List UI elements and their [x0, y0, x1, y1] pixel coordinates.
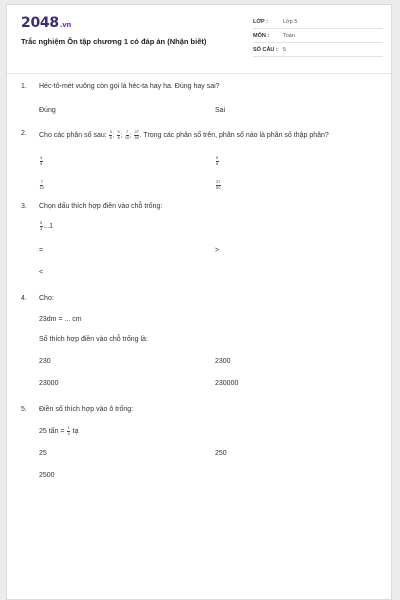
answer-option-b[interactable]: 2300	[215, 358, 231, 365]
question-number: 1.	[21, 83, 27, 90]
question-text: Cho các phân số sau: $\frac{3}{5}$ ; $\frac{5}{8}$ ; $\frac{7}{10}$ ; $\frac{27}{50}$ . Trong các phân số trên, phân số nào là phân số thập phân?	[39, 129, 329, 140]
worksheet-page	[6, 4, 392, 600]
site-logo[interactable]	[21, 15, 71, 31]
question-line-2: 23dm = ... cm	[39, 316, 82, 323]
fraction	[117, 130, 120, 140]
answer-option-d[interactable]	[215, 180, 221, 190]
fraction	[125, 130, 129, 140]
meta-value: Toán	[283, 32, 295, 39]
question-line-3: Số thích hợp điền vào chỗ trống là:	[39, 336, 148, 343]
answer-option-c[interactable]: <	[39, 269, 44, 276]
quiz-title: Trắc nghiệm Ôn tập chương 1 có đáp án (Nhận biết)	[21, 37, 207, 46]
fraction	[216, 156, 219, 166]
answer-option-b[interactable]: >	[215, 247, 220, 254]
denominator: 8	[117, 134, 120, 140]
expression-prefix: 25 tấn =	[39, 427, 65, 435]
meta-row-class	[253, 15, 383, 29]
question-line-2	[39, 426, 78, 436]
answer-option-c[interactable]: 2500	[39, 472, 55, 479]
fraction	[67, 426, 70, 436]
expression	[39, 221, 53, 231]
numerator: 3	[109, 129, 112, 134]
numerator: 5	[216, 155, 219, 160]
answer-option-b[interactable]	[215, 156, 219, 166]
logo-text: 2048	[21, 15, 59, 31]
question-text: Chọn dấu thích hợp điền vào chỗ trống:	[39, 203, 163, 210]
question-text: Điền số thích hợp vào ô trống:	[39, 406, 134, 413]
meta-row-subject	[253, 29, 383, 43]
answer-option-a[interactable]: 25	[39, 450, 47, 457]
meta-table	[253, 15, 383, 57]
denominator: 3	[40, 225, 43, 231]
question-number: 2.	[21, 130, 27, 137]
denominator: 10	[39, 184, 44, 190]
numerator: 7	[126, 129, 129, 134]
answer-option-c[interactable]: 23000	[39, 380, 59, 387]
answer-option-d[interactable]: 230000	[215, 380, 239, 387]
question-number: 4.	[21, 295, 27, 302]
question-number: 3.	[21, 203, 27, 210]
expression-suffix: tạ	[72, 427, 79, 435]
fraction	[216, 180, 221, 190]
answer-option-a[interactable]: Đúng	[39, 107, 56, 114]
fraction	[40, 156, 43, 166]
numerator: 3	[40, 155, 43, 160]
answer-option-a[interactable]: 230	[39, 358, 51, 365]
meta-key: LỚP :	[253, 18, 268, 25]
logo-suffix: .vn	[59, 21, 72, 29]
fraction	[134, 130, 139, 140]
numerator: 27	[134, 129, 139, 134]
meta-key: SỐ CÂU :	[253, 46, 278, 53]
numerator: 27	[216, 179, 221, 184]
denominator: 5	[109, 134, 112, 140]
denominator: 4	[67, 430, 70, 436]
meta-key: MÔN :	[253, 32, 270, 39]
fraction	[40, 180, 44, 190]
denominator: 8	[216, 160, 219, 166]
question-text: Cho:	[39, 295, 54, 302]
answer-option-a[interactable]	[39, 156, 43, 166]
denominator: 50	[134, 134, 139, 140]
numerator: 5	[117, 129, 120, 134]
numerator: 5	[40, 220, 43, 225]
denominator: 5	[40, 160, 43, 166]
question-text-suffix: Trong các phân số trên, phân số nào là phân số thập phân?	[143, 131, 329, 139]
numerator: 1	[67, 425, 70, 430]
answer-option-b[interactable]: 250	[215, 450, 227, 457]
meta-value: Lớp 5	[283, 18, 298, 25]
question-number: 5.	[21, 406, 27, 413]
expression-rest: ...1	[43, 222, 53, 230]
meta-row-count	[253, 43, 383, 57]
fraction	[109, 130, 112, 140]
question-text: Héc-tô-mét vuông còn gọi là héc-ta hay ha. Đúng hay sai?	[39, 83, 220, 90]
numerator: 7	[40, 179, 43, 184]
answer-option-b[interactable]: Sai	[215, 107, 226, 114]
question-text-prefix: Cho các phân số sau:	[39, 131, 107, 139]
denominator: 10	[124, 134, 130, 140]
denominator: 50	[216, 184, 221, 190]
answer-option-c[interactable]	[39, 180, 44, 190]
meta-value: 5	[283, 46, 287, 53]
answer-option-a[interactable]: =	[39, 247, 44, 254]
worksheet-header	[7, 5, 391, 74]
